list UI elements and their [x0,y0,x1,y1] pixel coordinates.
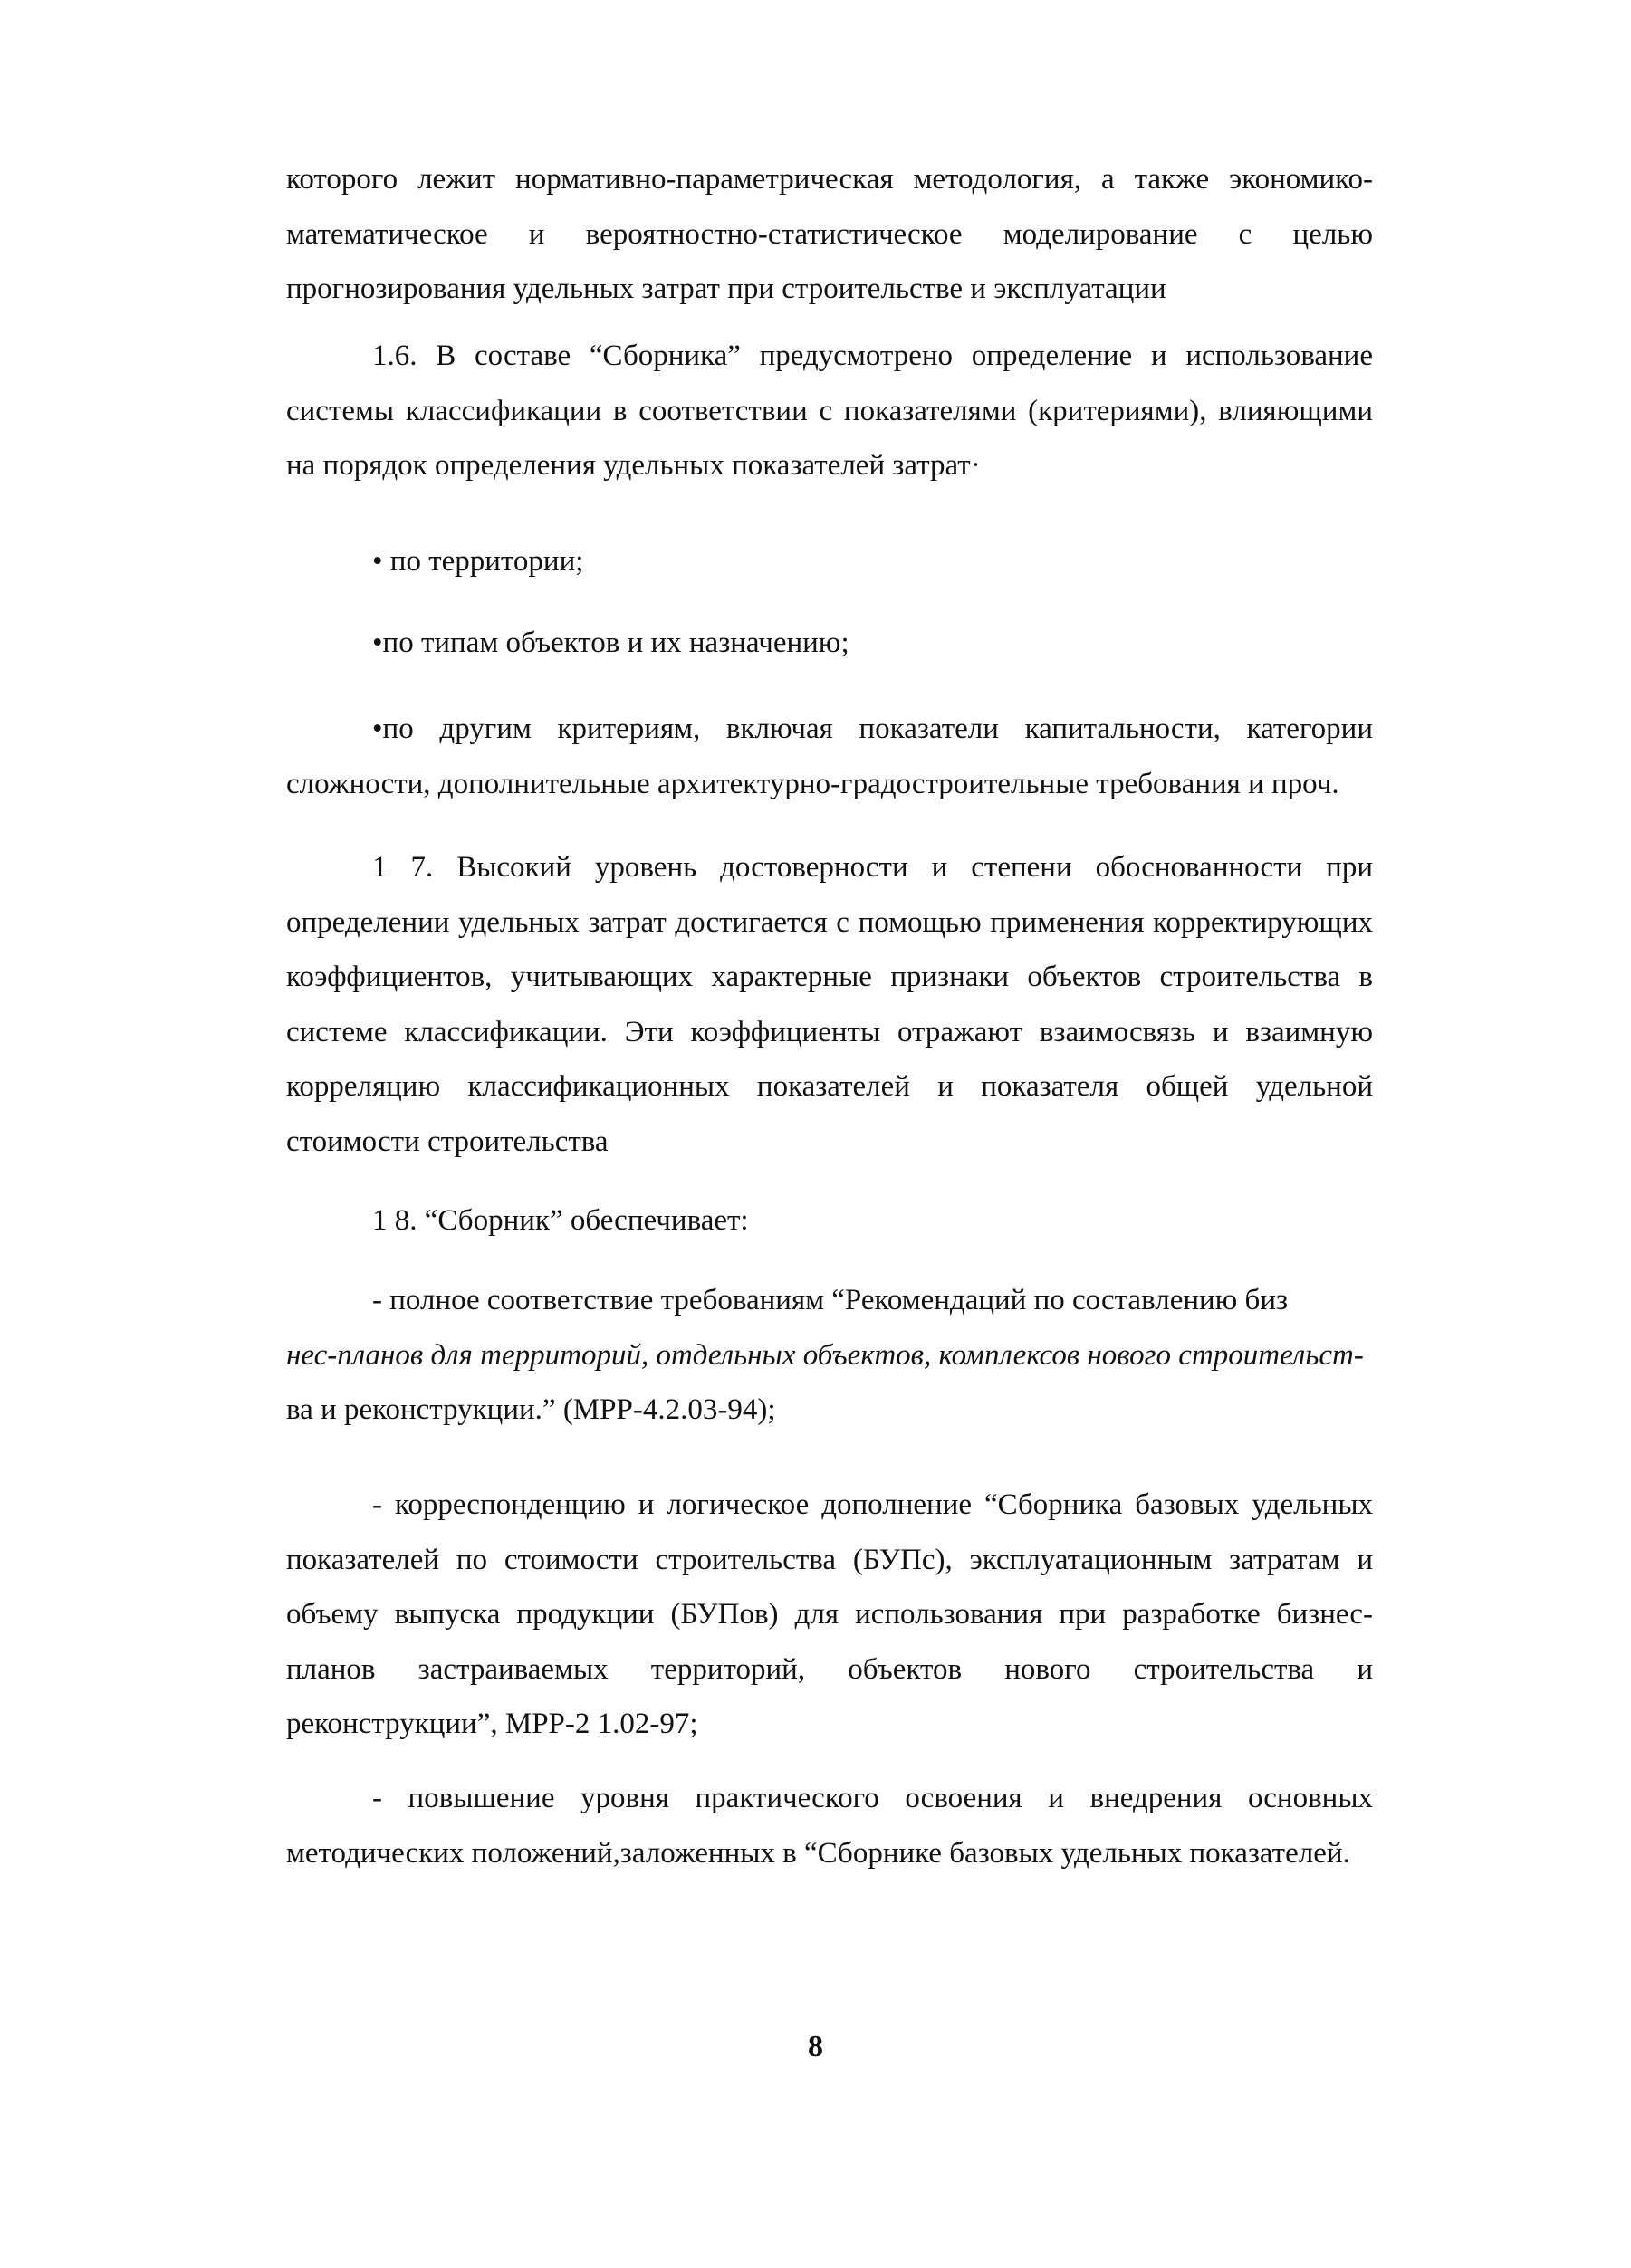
bullet-object-types [286,616,1373,671]
paragraph-text: которого лежит нормативно-параметрическая методология, а также экономико-математическое и вероятностно-статистическое моделирование с целью прогнозирования удельных затрат при строительстве и эксплуатации [286,163,1373,305]
list-item-text: - повышение уровня практического освоения и внедрения основных методических положений,заложенных в “Сборнике базовых удельных показателей. [286,1782,1373,1870]
paragraph-1-6 [286,329,1373,493]
list-item-line-italic: нес-планов для территорий, отдельных объектов, комплексов нового строительст- [286,1338,1364,1372]
paragraph-continuation [286,152,1373,317]
list-item-requirements [286,1273,1373,1438]
paragraph-text: 1.6. В составе “Сборника” предусмотрено определение и использование системы классификации в соответствии с показателями (критериями), влияющими на порядок определения удельных показателей затрат· [286,340,1373,482]
list-item-line: ва и реконструкции.” (МРР-4.2.03-94); [286,1393,776,1426]
page-number: 8 [808,2030,823,2063]
bullet-text: • по территории; [372,545,584,578]
bullet-territory [286,534,1373,589]
paragraph-1-8 [286,1193,1373,1249]
paragraph-text: 1 7. Высокий уровень достоверности и степени обоснованности при определении удельных затрат достигается с помощью применения корректирующих коэффициентов, учитывающих характерные признаки объектов строительства в системе классификации. Эти коэффициенты отражают взаимосвязь и взаимную корреляцию классификационных показателей и показателя общей удельной стоимости строительства [286,851,1373,1158]
list-item-text: - корреспонденцию и логическое дополнение “Сборника базовых удельных показателей по стоимости строительства (БУПс), эксплуатационным затратам и объему выпуска продукции (БУПов) для использования при разработке бизнес-планов застраиваемых территорий, объектов нового строительства и реконструкции”, МРР-2 1.02-97; [286,1488,1373,1740]
bullet-other-criteria [286,702,1373,811]
bullet-text: •по типам объектов и их назначению; [372,627,849,659]
paragraph-1-7 [286,840,1373,1169]
bullet-text: •по другим критериям, включая показатели капитальности, категории сложности, дополнительные архитектурно-градостроительные требования и проч. [286,713,1373,800]
list-item-improvement [286,1771,1373,1880]
paragraph-text: 1 8. “Сборник” обеспечивает: [372,1204,749,1237]
list-item-correspondence [286,1478,1373,1752]
list-item-line: - полное соответствие требованиям “Рекомендаций по составлению биз [372,1284,1289,1316]
